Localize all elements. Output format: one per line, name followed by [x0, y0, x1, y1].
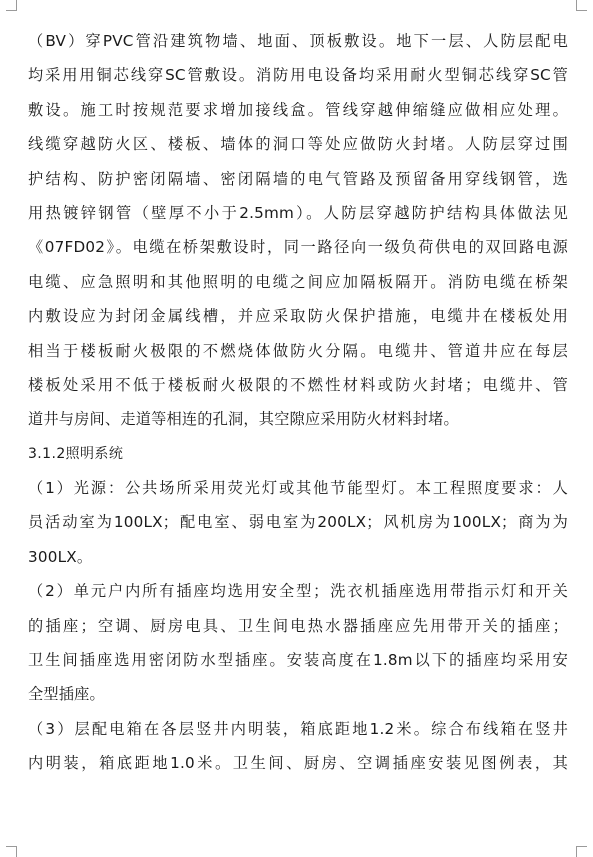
- text-line: （BV）穿PVC管沿建筑物墙、地面、顶板敷设。地下一层、人防层配电: [28, 32, 568, 50]
- paragraph-light-source: [28, 471, 568, 574]
- text-line: 均采用用铜芯线穿SC管敷设。消防用电设备均采用耐火型铜芯线穿SC管: [28, 66, 568, 85]
- crop-mark-bottom-right: [576, 846, 587, 857]
- text-line: 护结构、防护密闭隔墙、密闭隔墙的电气管路及预留备用穿线钢管，选: [28, 169, 568, 188]
- text-line: 用热镀锌钢管（壁厚不小于2.5mm）。人防层穿越防护结构具体做法见: [28, 203, 568, 222]
- text-line: 道井与房间、走道等相连的孔洞，其空隙应采用防火材料封堵。: [28, 410, 459, 429]
- heading-text: 3.1.2照明系统: [28, 445, 124, 462]
- text-line: 的插座；空调、厨房电具、卫生间电热水器插座应先用带开关的插座；: [28, 616, 568, 635]
- crop-mark-top-left: [6, 0, 17, 11]
- crop-mark-top-right: [576, 0, 587, 11]
- document-body: [28, 24, 568, 781]
- crop-mark-bottom-left: [6, 846, 17, 857]
- text-line: （3）层配电箱在各层竖井内明装，箱底距地1.2米。综合布线箱在竖井: [28, 719, 568, 738]
- text-line: 全型插座。: [28, 685, 105, 704]
- text-line: 《07FD02》。电缆在桥架敷设时，同一路径向一级负荷供电的双回路电源: [28, 238, 568, 257]
- paragraph-distribution-box: [28, 712, 568, 781]
- section-heading: [28, 437, 568, 471]
- text-line: 敷设。施工时按规范要求增加接线盒。管线穿越伸缩缝应做相应处理。: [28, 100, 568, 119]
- text-line: 楼板处采用不低于楼板耐火极限的不燃性材料或防火封堵；电缆井、管: [28, 375, 568, 394]
- text-line: 内敷设应为封闭金属线槽，并应采取防火保护措施，电缆井在楼板处用: [28, 307, 568, 326]
- text-line: 线缆穿越防火区、楼板、墙体的洞口等处应做防火封堵。人防层穿过围: [28, 135, 568, 154]
- text-line: 内明装，箱底距地1.0米。卫生间、厨房、空调插座安装见图例表，其: [28, 754, 568, 773]
- text-line: 电缆、应急照明和其他照明的电缆之间应加隔板隔开。消防电缆在桥架: [28, 272, 568, 291]
- text-line: （1）光源：公共场所采用荧光灯或其他节能型灯。本工程照度要求：人: [28, 479, 568, 498]
- text-line: （2）单元户内所有插座均选用安全型；洗衣机插座选用带指示灯和开关: [28, 582, 568, 601]
- paragraph-wiring: [28, 24, 568, 437]
- text-line: 相当于楼板耐火极限的不燃烧体做防火分隔。电缆井、管道井应在每层: [28, 341, 568, 360]
- text-line: 卫生间插座选用密闭防水型插座。安装高度在1.8m以下的插座均采用安: [28, 651, 568, 670]
- text-line: 300LX。: [28, 547, 93, 566]
- text-line: 员活动室为100LX；配电室、弱电室为200LX；风机房为100LX；商为为: [28, 513, 568, 532]
- paragraph-sockets: [28, 574, 568, 712]
